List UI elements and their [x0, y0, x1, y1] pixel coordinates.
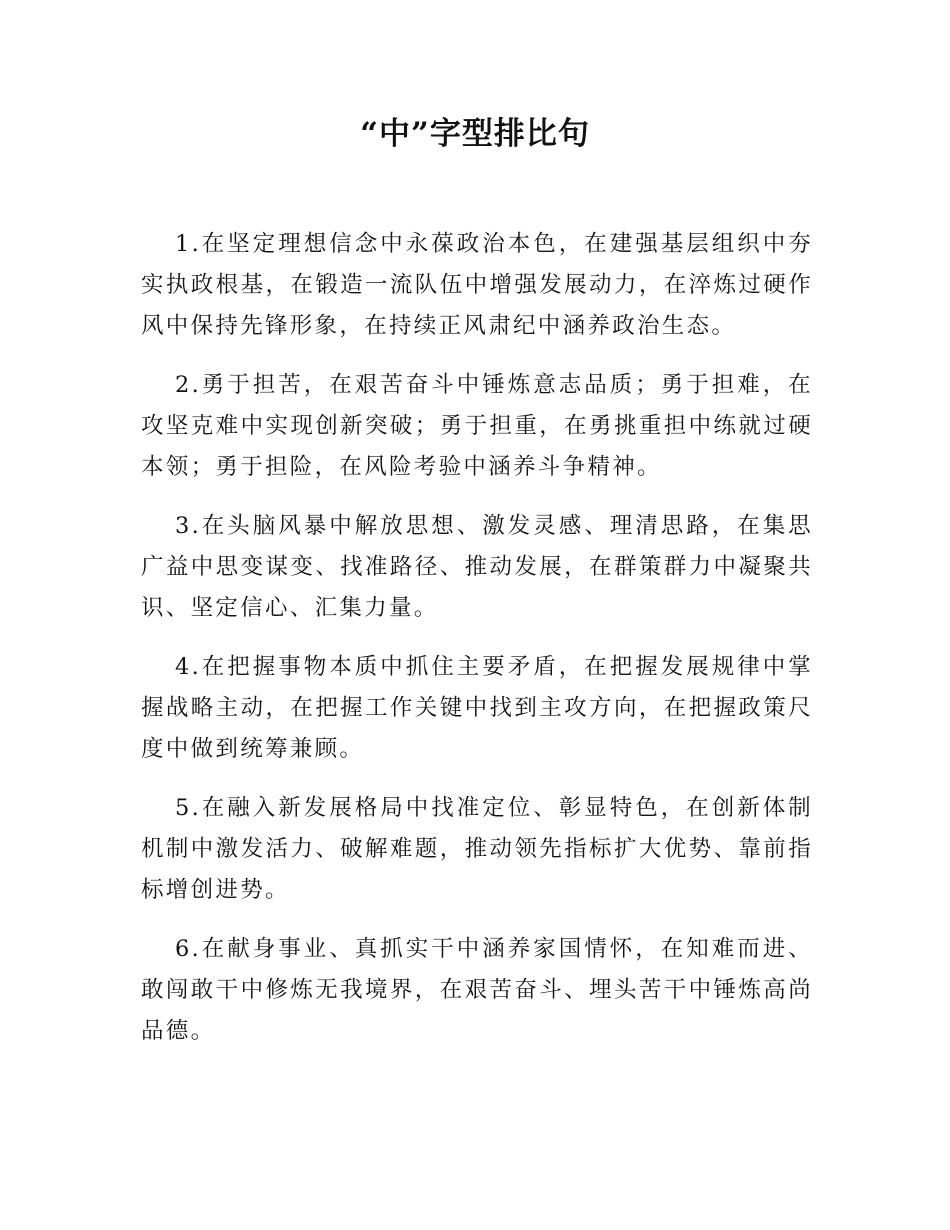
paragraph-5: 5.在融入新发展格局中找准定位、彰显特色，在创新体制机制中激发活力、破解难题，推动领先指标扩大优势、靠前指标增创进势。	[141, 795, 813, 903]
paragraph-4: 4.在把握事物本质中抓住主要矛盾，在把握发展规律中掌握战略主动，在把握工作关键中找到主攻方向，在把握政策尺度中做到统筹兼顾。	[141, 654, 813, 762]
document-title: “中”字型排比句	[360, 116, 590, 152]
paragraph-3: 3.在头脑风暴中解放思想、激发灵感、理清思路，在集思广益中思变谋变、找准路径、推动发展，在群策群力中凝聚共识、坚定信心、汇集力量。	[141, 513, 813, 621]
document-body	[141, 224, 813, 1070]
paragraph-1: 1.在坚定理想信念中永葆政治本色，在建强基层组织中夯实执政根基，在锻造一流队伍中增强发展动力，在淬炼过硬作风中保持先锋形象，在持续正风肃纪中涵养政治生态。	[141, 231, 813, 339]
paragraph-6: 6.在献身事业、真抓实干中涵养家国情怀，在知难而进、敢闯敢干中修炼无我境界，在艰苦奋斗、埋头苦干中锤炼高尚品德。	[141, 936, 813, 1044]
paragraph-2: 2.勇于担苦，在艰苦奋斗中锤炼意志品质；勇于担难，在攻坚克难中实现创新突破；勇于担重，在勇挑重担中练就过硬本领；勇于担险，在风险考验中涵养斗争精神。	[141, 372, 813, 480]
